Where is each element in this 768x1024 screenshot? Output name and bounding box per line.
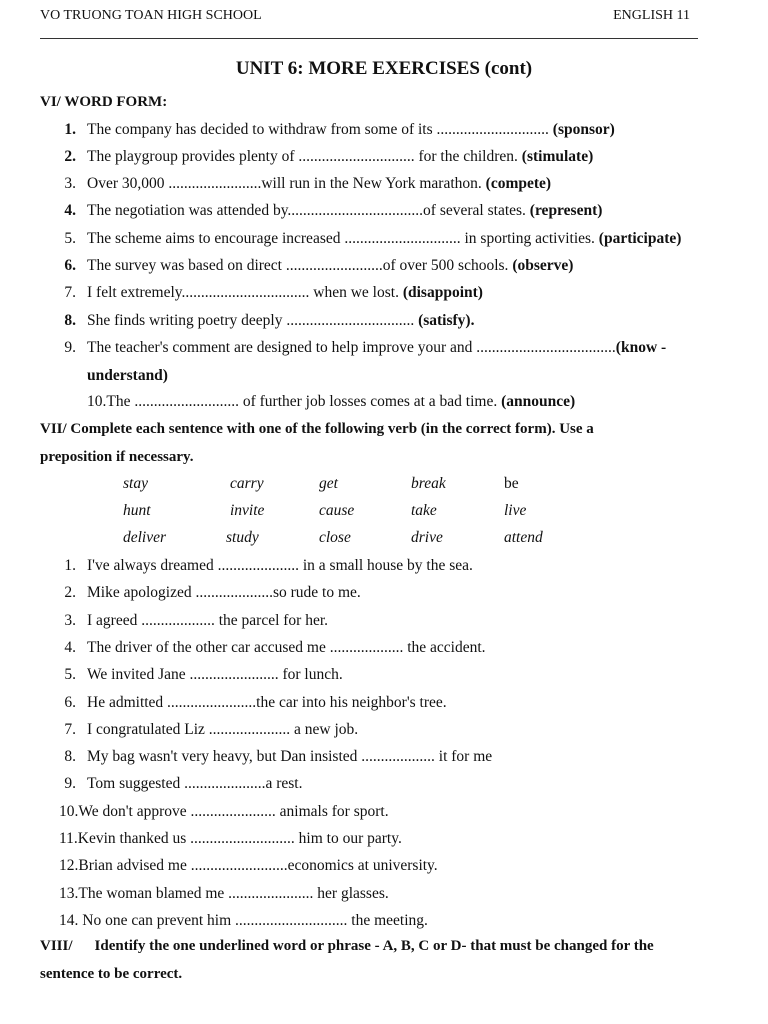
section-8-label: VIII/	[40, 938, 73, 954]
item-number: 1.	[64, 121, 76, 138]
item-hint: (observe)	[512, 257, 574, 274]
verb-word: break	[411, 475, 446, 492]
item-text: The scheme aims to encourage increased .............................. in sporting activities.	[87, 230, 599, 247]
section-7-heading-line2: preposition if necessary.	[40, 449, 194, 465]
section-8-heading-line2: sentence to be correct.	[40, 966, 183, 982]
item-hint: (represent)	[529, 202, 603, 219]
header-divider	[40, 38, 698, 39]
item-number: 4.	[64, 638, 76, 656]
verb-word: drive	[411, 529, 443, 546]
item-text: Over 30,000 ........................will run in the New York marathon.	[87, 175, 486, 192]
item-text: Mike apologized ....................so rude to me.	[87, 584, 361, 602]
item-text: The driver of the other car accused me ................... the accident.	[87, 638, 486, 656]
item-text: The survey was based on direct .........................of over 500 schools.	[87, 257, 513, 274]
item-text: Tom suggested .....................a rest.	[87, 775, 303, 793]
section-7-heading-line1: VII/ Complete each sentence with one of the following verb (in the correct form). Use a	[40, 421, 594, 437]
subject-name: ENGLISH 11	[613, 8, 690, 23]
verb-word: get	[319, 475, 338, 492]
verb-word: take	[411, 502, 437, 519]
item-number: 2.	[64, 584, 76, 602]
item-text: She finds writing poetry deeply .................................	[87, 312, 419, 329]
item-number: 6.	[64, 693, 76, 711]
school-name: VO TRUONG TOAN HIGH SCHOOL	[40, 8, 262, 23]
item-text: The teacher's comment are designed to help improve your and ....................................	[87, 339, 616, 356]
item-text: The playgroup provides plenty of .............................. for the children.	[87, 148, 522, 165]
item-number: 9.	[64, 775, 76, 793]
verb-word: live	[504, 502, 527, 519]
item-number: 9.	[64, 339, 76, 356]
verb-word: invite	[230, 502, 265, 519]
item-text: 12.Brian advised me .........................economics at university.	[59, 857, 438, 875]
verb-word: stay	[123, 475, 148, 492]
item-text: 10.We don't approve ...................... animals for sport.	[59, 802, 389, 820]
verb-word: carry	[230, 475, 264, 492]
item-number: 2.	[64, 148, 76, 165]
item-hint: (announce)	[501, 393, 576, 410]
item-text: The negotiation was attended by...................................of several states.	[87, 202, 530, 219]
item-text: We invited Jane ....................... for lunch.	[87, 666, 343, 684]
verb-word: study	[226, 529, 259, 546]
item-text: I've always dreamed ..................... in a small house by the sea.	[87, 557, 473, 574]
item-number: 7.	[64, 284, 76, 301]
section-8-heading-text: Identify the one underlined word or phrase - A, B, C or D- that must be changed for the	[94, 938, 654, 954]
item-number: 1.	[64, 557, 76, 574]
item-number: 3.	[64, 175, 76, 192]
item-number: 8.	[64, 312, 76, 329]
item-text: 10.The ........................... of further job losses comes at a bad time.	[87, 393, 502, 410]
item-hint: (satisfy).	[418, 312, 475, 329]
item-number: 5.	[64, 666, 76, 684]
item-text: 13.The woman blamed me ...................... her glasses.	[59, 884, 389, 902]
verb-word: deliver	[123, 529, 167, 546]
item-number: 4.	[64, 202, 76, 219]
item-hint: (stimulate)	[521, 148, 594, 165]
item-number: 5.	[64, 230, 76, 247]
item-hint: (sponsor)	[552, 121, 615, 138]
item-text: He admitted .......................the car into his neighbor's tree.	[87, 693, 447, 711]
verb-word: close	[319, 529, 351, 546]
section-8-heading-line1	[40, 938, 654, 955]
item-hint: (disappoint)	[402, 284, 483, 301]
item-hint: (compete)	[485, 175, 552, 192]
item-text: My bag wasn't very heavy, but Dan insisted ................... it for me	[87, 748, 493, 766]
item-hint: (know -	[615, 339, 667, 356]
item-hint: (participate)	[598, 230, 682, 247]
verb-word: cause	[319, 502, 355, 519]
item-number: 7.	[64, 720, 76, 738]
item-number: 6.	[64, 257, 76, 274]
page-title: UNIT 6: MORE EXERCISES (cont)	[235, 58, 533, 79]
verb-word: be	[504, 475, 519, 492]
item-text: 11.Kevin thanked us ........................... him to our party.	[59, 830, 402, 847]
page-header	[40, 8, 698, 28]
item-text: 14. No one can prevent him ............................. the meeting.	[59, 911, 428, 929]
item-text: I agreed ................... the parcel for her.	[87, 611, 329, 629]
verb-word: attend	[504, 529, 543, 546]
item-text: I congratulated Liz ..................... a new job.	[87, 720, 359, 738]
section-6-heading: VI/ WORD FORM:	[40, 94, 168, 110]
item-hint: understand)	[87, 367, 168, 384]
verb-word: hunt	[123, 502, 151, 519]
item-text: The company has decided to withdraw from some of its .............................	[87, 121, 553, 138]
item-number: 8.	[64, 748, 76, 766]
item-text: I felt extremely................................. when we lost.	[87, 284, 403, 301]
item-number: 3.	[64, 611, 76, 629]
